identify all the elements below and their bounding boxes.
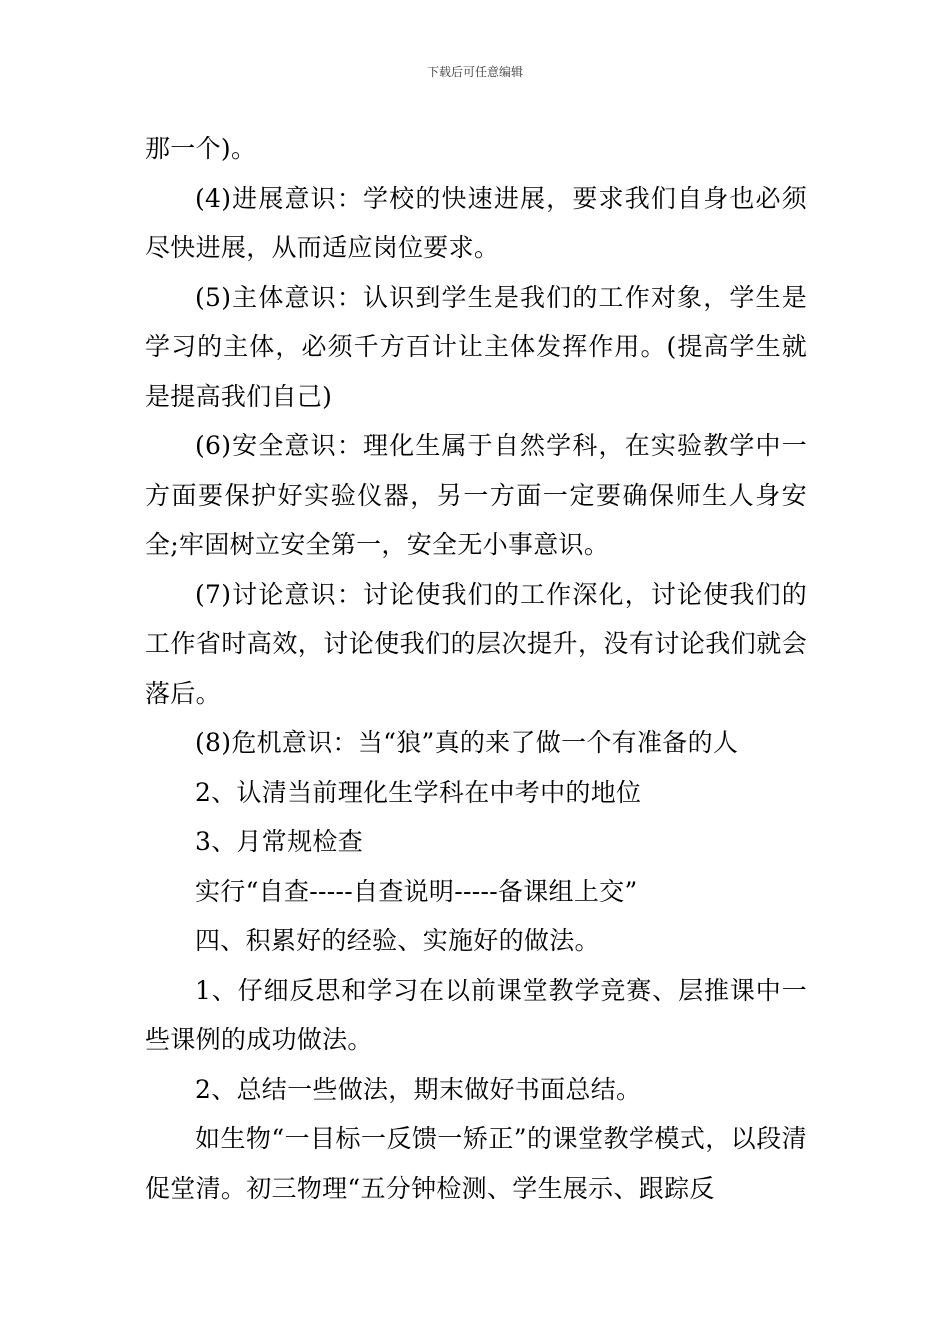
paragraph: (5)主体意识：认识到学生是我们的工作对象，学生是学习的主体，必须千方百计让主体发挥作用。(提高学生就是提高我们自己)	[145, 282, 807, 411]
paragraph: (4)进展意识：学校的快速进展，要求我们自身也必须尽快进展，从而适应岗位要求。	[145, 183, 807, 262]
page-header: 下载后可任意编辑	[426, 65, 523, 79]
paragraph: 2、总结一些做法，期末做好书面总结。	[195, 1074, 642, 1104]
paragraph: 3、月常规检查	[195, 827, 364, 856]
paragraph: (7)讨论意识：讨论使我们的工作深化，讨论使我们的工作省时高效，讨论使我们的层次提升，没有讨论我们就会落后。	[145, 579, 807, 708]
paragraph: 那一个)。	[145, 134, 257, 163]
paragraph: 2、认清当前理化生学科在中考中的地位	[195, 777, 642, 807]
paragraph: 1、仔细反思和学习在以前课堂教学竞赛、层推课中一些课例的成功做法。	[145, 975, 807, 1054]
paragraph: 如生物“一目标一反馈一矫正”的课堂教学模式，以段清促堂清。初三物理“五分钟检测、学生展示、跟踪反	[145, 1124, 807, 1203]
document-body	[145, 124, 807, 1213]
paragraph: 四、积累好的经验、实施好的做法。	[195, 926, 600, 955]
paragraph: 实行“自查-----自查说明-----备课组上交”	[195, 876, 638, 906]
paragraph: (8)危机意识：当“狼”真的来了做一个有准备的人	[195, 728, 739, 757]
paragraph: (6)安全意识：理化生属于自然学科，在实验教学中一方面要保护好实验仪器，另一方面一定要确保师生人身安全;牢固树立安全第一，安全无小事意识。	[145, 431, 807, 559]
